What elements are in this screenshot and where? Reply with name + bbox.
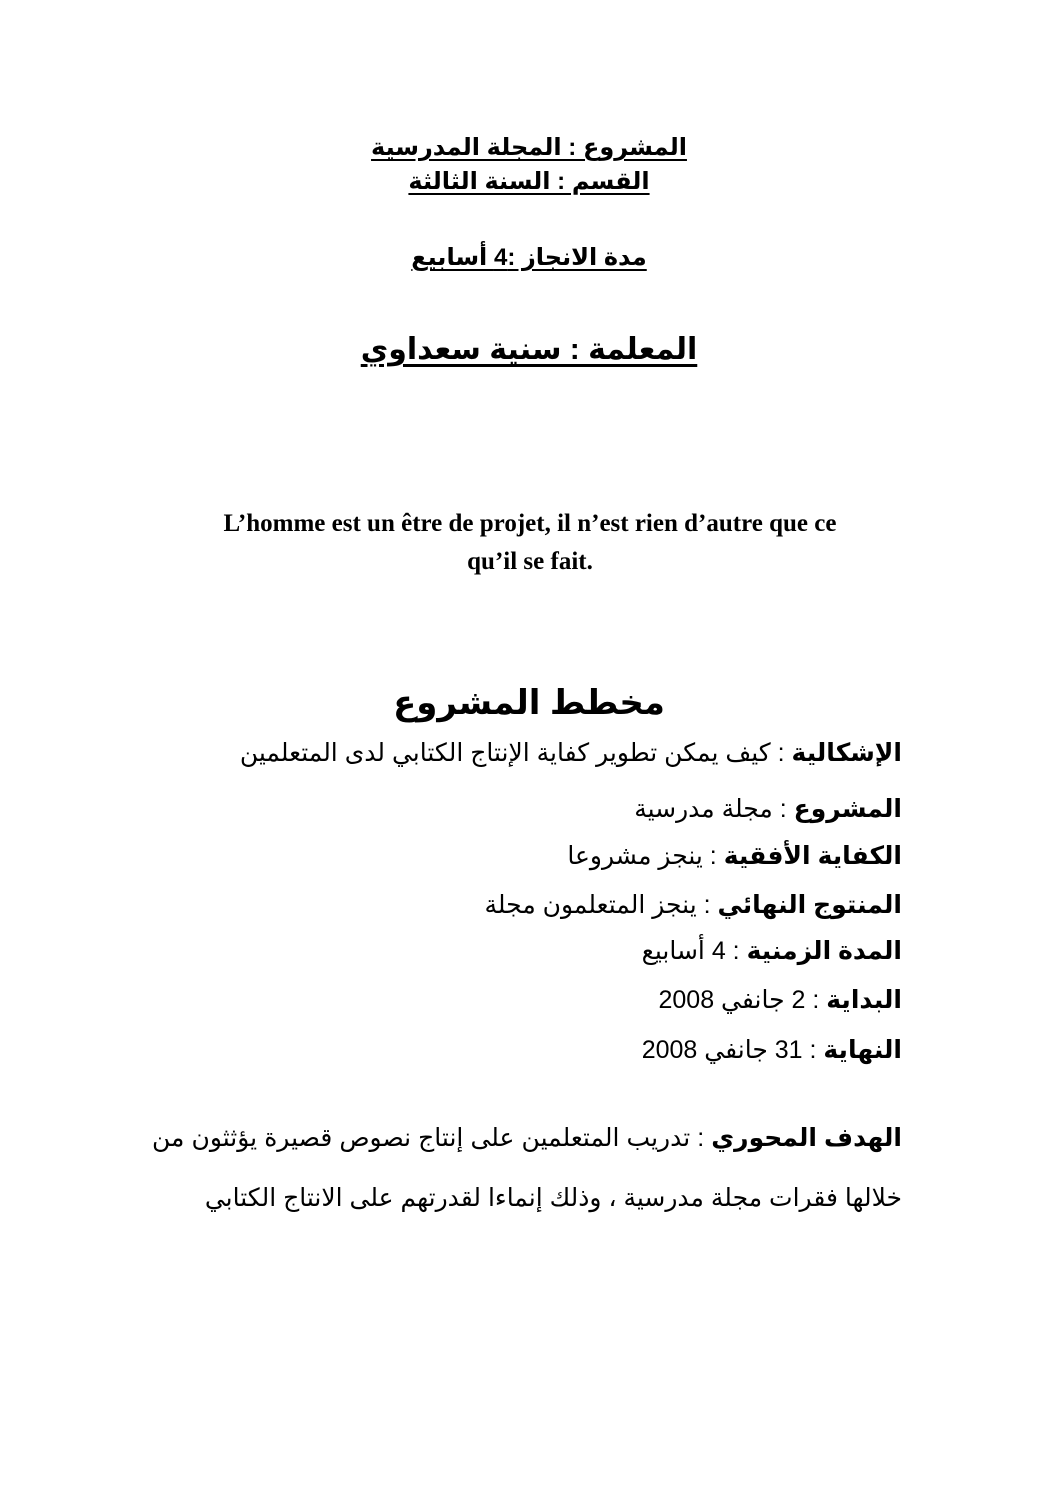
plan-row-value: : ينجز المتعلمون مجلة [484,891,718,919]
plan-row-value: : 4 أسابيع [641,937,747,965]
quote-line-1: L’homme est un être de projet, il n’est rien d’autre que ce [223,510,837,537]
plan-row-key: المشروع [793,795,902,823]
header-project-line [0,133,1058,162]
header-duration-line [0,243,1058,272]
plan-title-line [0,683,1058,723]
objective-text: : تدريب المتعلمين على إنتاج نصوص قصيرة يؤثثون من خلالها فقرات مجلة مدرسية ، وذلك إنماءا لقدرتهم على الانتاج الكتابي [152,1124,902,1212]
plan-row-key: المدة الزمنية [746,937,902,965]
plan-row-key: البداية [826,986,902,1014]
objective-paragraph [152,1108,902,1228]
header-class-line [0,167,1058,196]
plan-row-competency [567,841,902,871]
teacher-name: المعلمة : سنية سعداوي [360,333,698,366]
plan-row-duration [642,936,902,966]
plan-row-value: : 31 جانفي 2008 [641,1036,824,1064]
plan-row-key: الإشكالية [791,739,902,767]
plan-row-value: : 2 جانفي 2008 [658,986,827,1014]
class-title: القسم : السنة الثالثة [408,168,650,195]
quote-line-2: qu’il se fait. [467,548,593,575]
plan-row-value: : مجلة مدرسية [634,795,794,823]
objective-key: الهدف المحوري [711,1124,902,1152]
header-teacher-line [0,332,1058,367]
french-quote [140,505,920,581]
plan-row-problem [240,738,902,768]
project-title: المشروع : المجلة المدرسية [371,134,687,161]
plan-row-value: : ينجز مشروعا [567,842,724,870]
plan-title: مخطط المشروع [393,684,665,722]
plan-row-end [642,1035,902,1065]
plan-row-key: النهاية [823,1036,902,1064]
plan-row-key: الكفاية الأفقية [723,842,902,870]
plan-row-project [634,794,902,824]
duration-title: مدة الانجاز :4 أسابيع [411,244,647,271]
plan-row-start [658,985,902,1015]
plan-row-value: : كيف يمكن تطوير كفاية الإنتاج الكتابي لدى المتعلمين [239,739,792,767]
plan-row-final-product [485,890,903,920]
plan-row-key: المنتوج النهائي [717,891,902,919]
